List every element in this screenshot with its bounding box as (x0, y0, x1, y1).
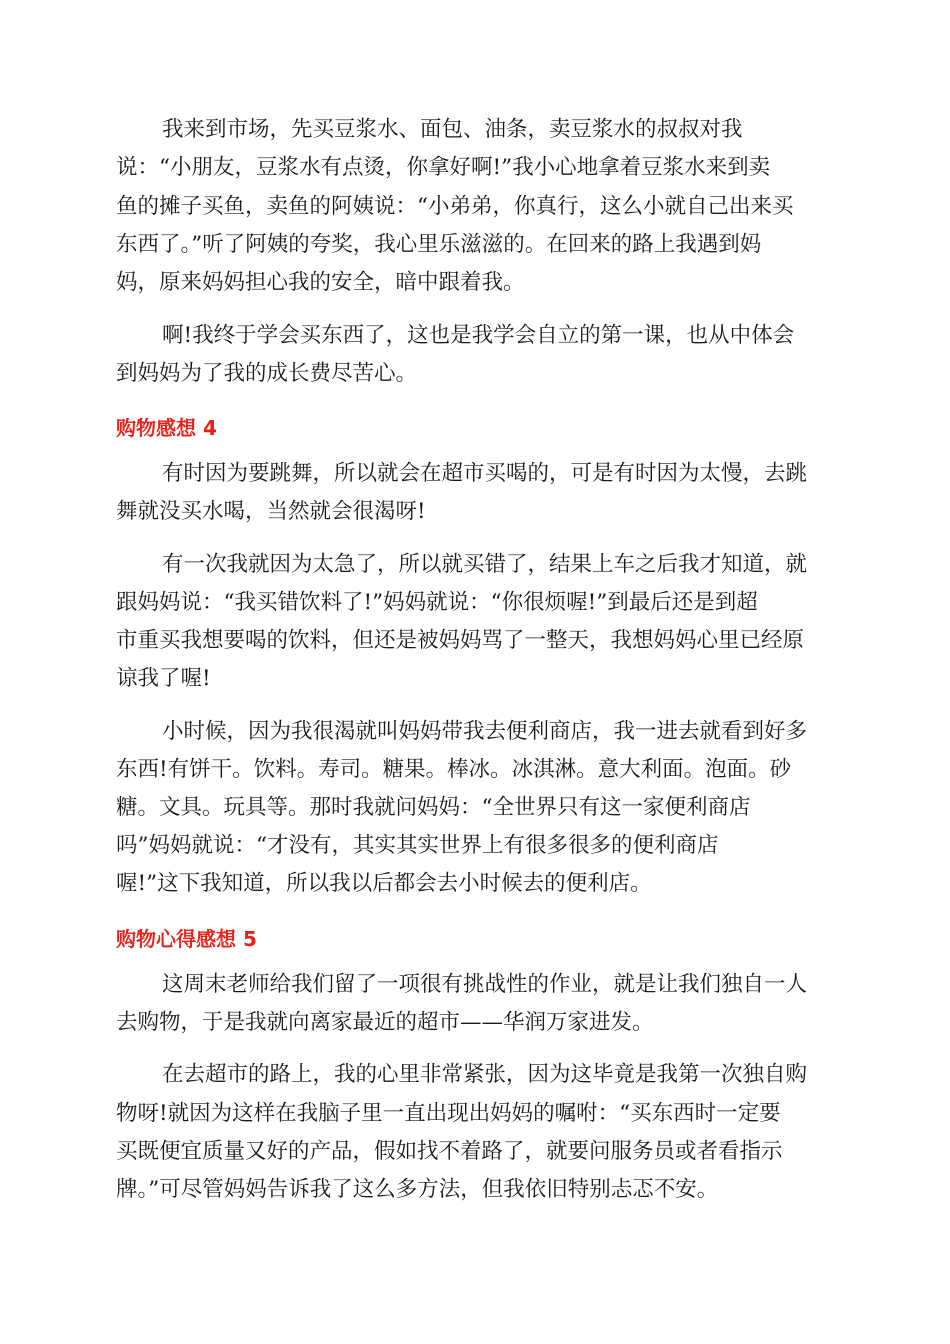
paragraph-line: 妈，原来妈妈担心我的安全，暗中跟着我。 (116, 270, 525, 295)
paragraph-line: 买既便宜质量又好的产品，假如找不着路了，就要问服务员或者看指示 (116, 1139, 783, 1164)
paragraph-line: 谅我了喔! (116, 666, 211, 691)
paragraph-line: 说：“小朋友，豆浆水有点烫，你拿好啊!”我小心地拿着豆浆水来到卖 (116, 155, 771, 180)
paragraph-line: 鱼的摊子买鱼，卖鱼的阿姨说：“小弟弟，你真行，这么小就自己出来买 (116, 194, 794, 219)
paragraph-line: 到妈妈为了我的成长费尽苦心。 (116, 361, 418, 386)
paragraph-line: 有时因为要跳舞，所以就会在超市买喝的，可是有时因为太慢，去跳 (162, 461, 808, 486)
paragraph-line: 牌。”可尽管妈妈告诉我了这么多方法，但我依旧特别忐忑不安。 (116, 1177, 719, 1202)
paragraph-line: 跟妈妈说：“我买错饮料了!”妈妈就说：“你很烦喔!”到最后还是到超 (116, 590, 758, 615)
paragraph-line: 这周末老师给我们留了一项很有挑战性的作业，就是让我们独自一人 (162, 972, 808, 997)
paragraph-line: 东西了。”听了阿姨的夸奖，我心里乐滋滋的。在回来的路上我遇到妈 (116, 232, 762, 257)
paragraph-line: 糖。文具。玩具等。那时我就问妈妈：“全世界只有这一家便利商店 (116, 795, 751, 820)
paragraph-line: 喔!”这下我知道，所以我以后都会去小时候去的便利店。 (116, 871, 652, 896)
paragraph-line: 物呀!就因为这样在我脑子里一直出现出妈妈的嘱咐：“买东西时一定要 (116, 1101, 781, 1126)
section-heading: 购物心得感想 5 (116, 927, 257, 951)
paragraph-line: 有一次我就因为太急了，所以就买错了，结果上车之后我才知道，就 (162, 552, 808, 577)
paragraph-line: 市重买我想要喝的饮料，但还是被妈妈骂了一整天，我想妈妈心里已经原 (116, 628, 805, 653)
paragraph-line: 我来到市场，先买豆浆水、面包、油条，卖豆浆水的叔叔对我 (162, 117, 743, 142)
paragraph-line: 东西!有饼干。饮料。寿司。糖果。棒冰。冰淇淋。意大利面。泡面。砂 (116, 757, 792, 782)
paragraph-line: 吗”妈妈就说：“才没有，其实其实世界上有很多很多的便利商店 (116, 833, 719, 858)
paragraph-line: 啊!我终于学会买东西了，这也是我学会自立的第一课，也从中体会 (162, 323, 795, 348)
section-heading: 购物感想 4 (116, 416, 217, 440)
paragraph-line: 在去超市的路上，我的心里非常紧张，因为这毕竟是我第一次独自购 (162, 1062, 808, 1087)
paragraph-line: 舞就没买水喝，当然就会很渴呀! (116, 499, 426, 524)
paragraph-line: 去购物，于是我就向离家最近的超市——华润万家进发。 (116, 1010, 654, 1035)
paragraph-line: 小时候，因为我很渴就叫妈妈带我去便利商店，我一进去就看到好多 (162, 719, 808, 744)
